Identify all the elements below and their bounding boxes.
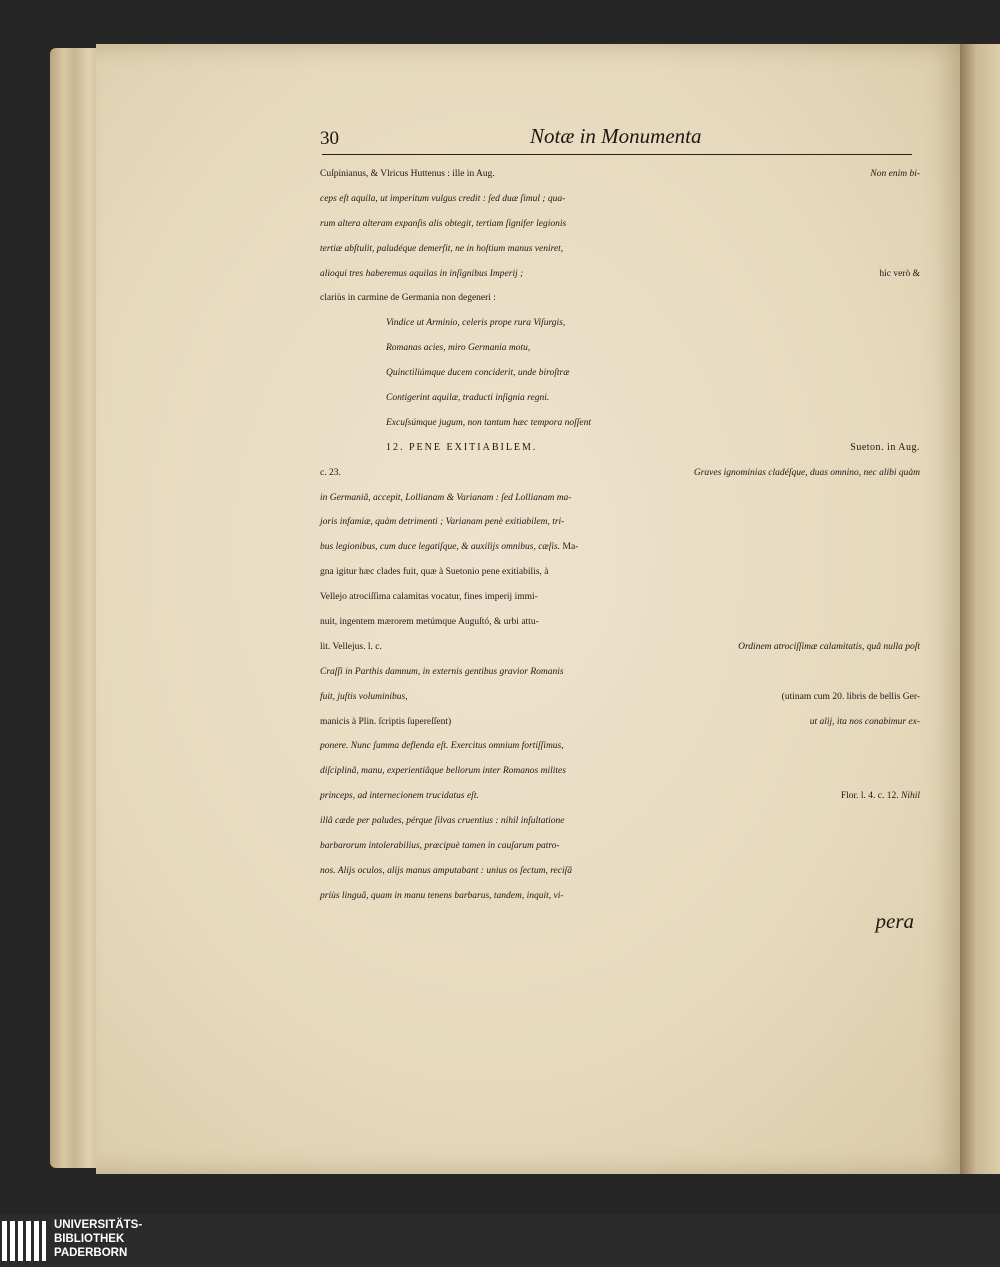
text-line — [320, 262, 920, 287]
text-segment: bus legionibus, cum duce legatiſque, & auxilijs omnibus, cæſis. — [320, 542, 561, 553]
text-line — [320, 834, 920, 859]
text-block — [320, 124, 920, 934]
note-heading: 12. PENE EXITIABILEM. — [386, 441, 542, 453]
logo-line: BIBLIOTHEK — [54, 1233, 125, 1245]
text-segment: illâ cæde per paludes, pérque ſilvas cruentius : nihil inſultatione — [320, 816, 565, 827]
text-segment: manicis à Plin. ſcriptis ſupereſſent) — [320, 716, 452, 727]
text-segment: Sueton. in Aug. — [850, 441, 920, 453]
text-line — [320, 759, 920, 784]
text-line — [320, 734, 920, 759]
text-segment: nuit, ingentem mærorem metúmque Auguſtó, & urbi attu- — [320, 617, 539, 628]
text-segment: Ordinem atrociſſimæ calamitatis, quâ nulla poſt — [738, 641, 920, 652]
verse-line: Vindice ut Arminio, celeris prope rura Viſurgis, — [386, 318, 566, 329]
text-segment: ut alij, ita nos conabimur ex- — [809, 716, 920, 727]
text-segment: joris infamiæ, quàm detrimenti ; Varianam penè exitiabilem, tri- — [320, 517, 565, 528]
text-line — [320, 809, 920, 834]
verse-line: Quinctiliúmque ducem conciderit, unde biroſtræ — [386, 368, 570, 379]
text-line — [320, 162, 920, 187]
page-header — [320, 124, 920, 154]
logo-line: UNIVERSITÄTS- — [54, 1219, 143, 1231]
note-heading-line — [320, 436, 920, 461]
library-logo-icon — [2, 1219, 46, 1263]
text-segment: diſciplinâ, manu, experientiâque bellorum inter Romanos milites — [320, 766, 566, 777]
text-segment: (utinam cum 20. libris de bellis Ger- — [781, 691, 920, 702]
text-segment: Flor. l. 4. c. 12. — [840, 791, 901, 802]
logo-line: PADERBORN — [54, 1247, 128, 1259]
text-line — [320, 286, 920, 311]
text-segment: in Germaniâ, accepit, Lollianam & Varianam : ſed Lollianam ma- — [320, 492, 572, 503]
text-segment: clariùs in carmine de Germania non degeneri : — [320, 293, 496, 304]
text-segment: nos. Alijs oculos, alijs manus amputabant : unius os ſectum, reciſâ — [320, 865, 573, 876]
text-line — [320, 635, 920, 660]
text-segment: tertiæ abſtulit, paludéque demerſit, ne in hoſtium manus veniret, — [320, 243, 564, 254]
book-gutter — [960, 44, 1000, 1174]
text-segment: gna igitur hæc clades fuit, quæ à Suetonio pene exitiabilis, à — [320, 567, 549, 578]
text-segment: Vellejo atrociſſima calamitas vocatur, fines imperij immi- — [320, 592, 538, 603]
text-line — [320, 461, 920, 486]
text-segment: lit. Vellejus. l. c. — [320, 641, 385, 652]
text-line — [320, 884, 920, 909]
text-line — [320, 560, 920, 585]
text-segment: fuit, juſtis voluminibus, — [320, 691, 410, 702]
text-line — [320, 187, 920, 212]
text-line — [320, 535, 920, 560]
text-segment: Nihil — [900, 791, 920, 802]
text-segment: Ma- — [560, 542, 579, 553]
text-line — [320, 237, 920, 262]
text-segment: ceps eſt aquila, ut imperitum vulgus credit : ſed duæ ſimul ; qua- — [320, 193, 566, 204]
text-line — [320, 784, 920, 809]
verse-line: Excuſsúmque jugum, non tantum hæc tempora noſſent — [386, 417, 592, 428]
text-line — [320, 710, 920, 735]
text-segment: princeps, ad internecionem trucidatus eſt. — [320, 791, 482, 802]
text-segment: barbarorum intolerabilius, præcipuè tamen in cauſarum patro- — [320, 841, 560, 852]
text-line — [320, 610, 920, 635]
verse-line: Romanas acies, miro Germania motu, — [386, 343, 531, 354]
text-segment: hic verò & — [879, 268, 920, 279]
page-number: 30 — [320, 128, 339, 149]
text-line — [320, 510, 920, 535]
text-segment: rum altera alteram expanſis alis obtegit, tertiam ſignifer legionis — [320, 218, 567, 229]
header-rule — [322, 154, 912, 155]
text-line — [320, 212, 920, 237]
library-logo — [0, 1215, 1000, 1267]
text-line — [320, 685, 920, 710]
catchword: pera — [875, 908, 914, 933]
text-line — [320, 486, 920, 511]
verse-line: Contigerint aquilæ, traducti inſignia regni. — [386, 393, 550, 404]
text-segment: priùs linguâ, quam in manu tenens barbarus, tandem, inquit, vi- — [320, 890, 564, 901]
text-segment: Graves ignominias cladéſque, duas omnino, nec alibi quàm — [693, 467, 920, 478]
text-line — [320, 859, 920, 884]
running-head: Notæ in Monumenta — [530, 124, 702, 148]
text-line — [320, 660, 920, 685]
library-logo-text — [54, 1218, 142, 1260]
text-segment: c. 23. — [320, 467, 344, 478]
text-segment: Cuſpinianus, & Vlricus Huttenus : ille in Aug. — [320, 169, 498, 179]
text-segment: Non enim bi- — [870, 169, 920, 179]
text-line — [320, 585, 920, 610]
text-segment: ponere. Nunc ſumma deflenda eſt. Exercitus omnium fortiſſimus, — [320, 741, 564, 752]
text-segment: Craſſi in Parthis damnum, in externis gentibus gravior Romanis — [320, 666, 564, 677]
text-segment: alioqui tres haberemus aquilas in inſignibus Imperij ; — [320, 268, 526, 279]
